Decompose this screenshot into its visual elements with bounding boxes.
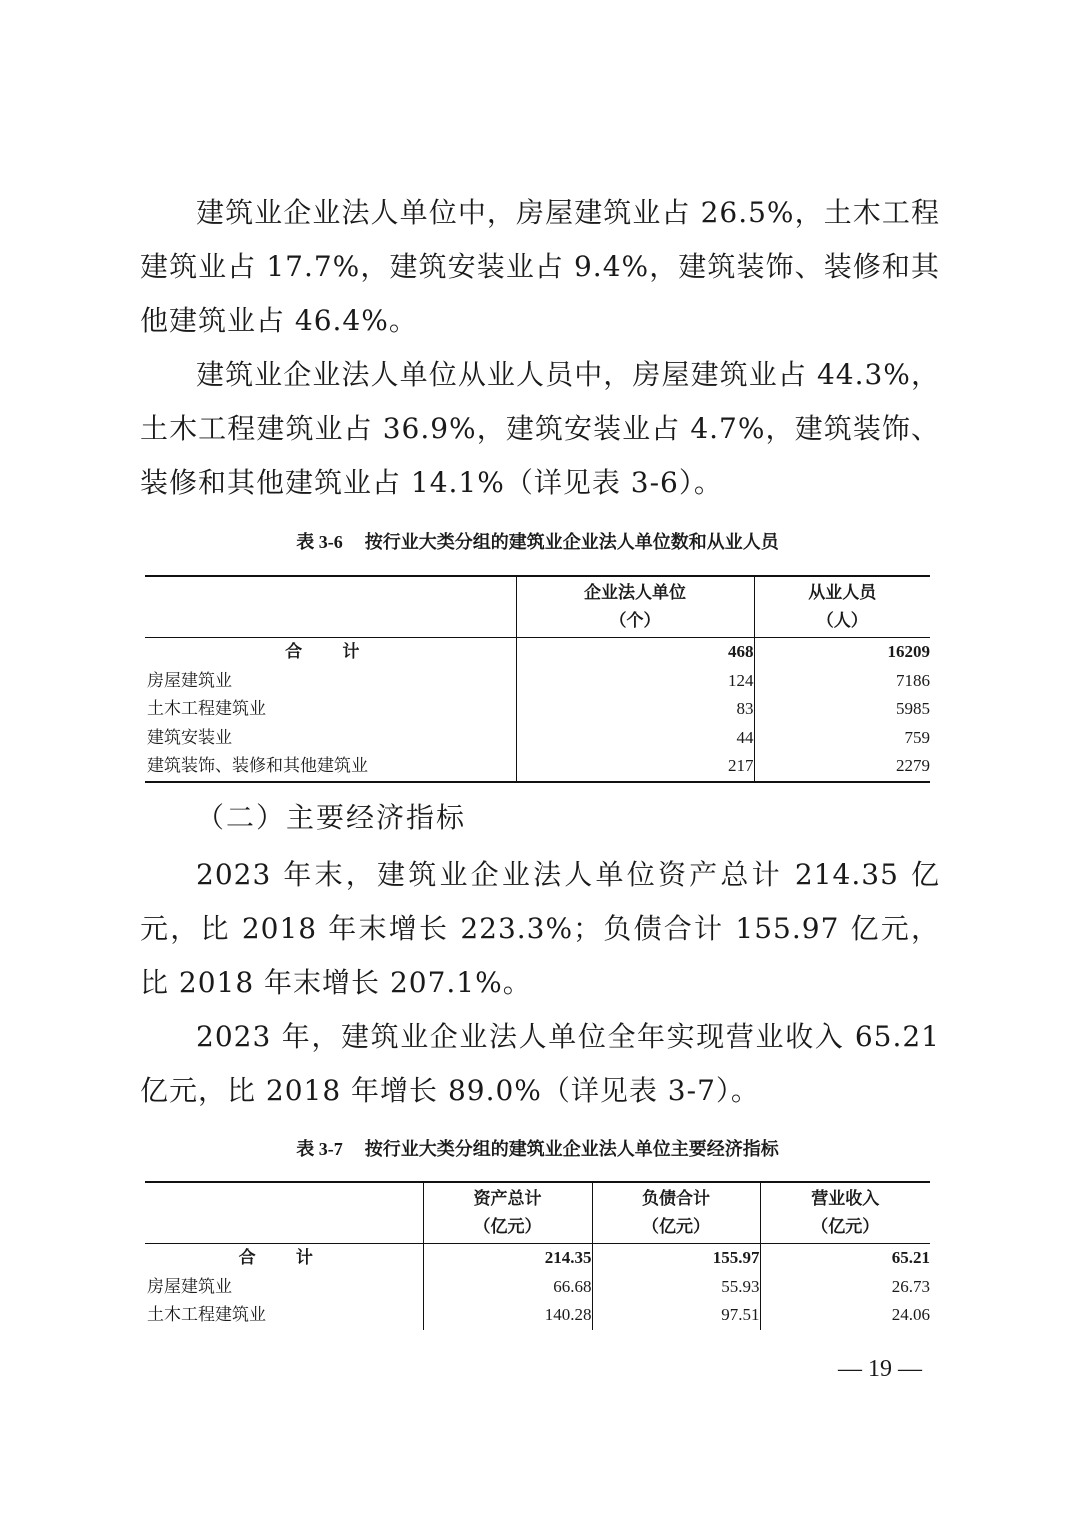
cell-value: 124 bbox=[516, 667, 754, 696]
cell-value: 83 bbox=[516, 695, 754, 724]
section-heading: （二）主要经济指标 bbox=[196, 801, 467, 834]
table-header-row bbox=[145, 576, 930, 638]
row-label: 土木工程建筑业 bbox=[147, 699, 266, 718]
row-label: 建筑安装业 bbox=[147, 727, 232, 747]
table-3-6 bbox=[145, 575, 930, 783]
cell-value: 65.21 bbox=[760, 1244, 930, 1273]
cell-value: 44 bbox=[516, 724, 754, 753]
paragraph-employee-share: 建筑业企业法人单位从业人员中，房屋建筑业占 44.3%，土木工程建筑业占 36.9%，建筑安装业占 4.7%，建筑装饰、装修和其他建筑业占 14.1%（详见表 3-6）。 bbox=[140, 358, 940, 499]
table-header-blank bbox=[145, 1182, 423, 1244]
table-header-blank bbox=[145, 576, 516, 638]
table-header-cell: 从业人员 （人） bbox=[754, 576, 930, 638]
cell-value: 2279 bbox=[754, 752, 930, 782]
row-label: 房屋建筑业 bbox=[147, 1276, 232, 1296]
cell-value: 214.35 bbox=[423, 1244, 592, 1273]
table-header-cell: 负债合计 （亿元） bbox=[592, 1182, 760, 1244]
cell-value: 217 bbox=[516, 752, 754, 782]
row-label: 建筑装饰、装修和其他建筑业 bbox=[145, 752, 516, 782]
table-3-7-number: 表 3-7 bbox=[296, 1139, 343, 1159]
cell-value: 140.28 bbox=[423, 1301, 592, 1330]
table-3-6-title: 按行业大类分组的建筑业企业法人单位数和从业人员 bbox=[364, 532, 779, 552]
table-3-7 bbox=[145, 1181, 930, 1330]
row-label: 合 计 bbox=[238, 1248, 331, 1267]
table-header-cell: 资产总计 （亿元） bbox=[423, 1182, 592, 1244]
cell-value: 55.93 bbox=[592, 1273, 760, 1302]
paragraph-revenue: 2023 年，建筑业企业法人单位全年实现营业收入 65.21 亿元，比 2018 年增长 89.0%（详见表 3-7）。 bbox=[140, 1020, 940, 1107]
cell-value: 26.73 bbox=[760, 1273, 930, 1302]
cell-value: 24.06 bbox=[760, 1301, 930, 1330]
row-label: 房屋建筑业 bbox=[147, 670, 232, 690]
row-label: 土木工程建筑业 bbox=[147, 1305, 266, 1324]
table-row bbox=[145, 752, 930, 782]
cell-value: 5985 bbox=[754, 695, 930, 724]
table-header-cell: 营业收入 （亿元） bbox=[760, 1182, 930, 1244]
table-row-total bbox=[145, 1244, 930, 1273]
paragraph-enterprise-share: 建筑业企业法人单位中，房屋建筑业占 26.5%，土木工程建筑业占 17.7%，建筑安装业占 9.4%，建筑装饰、装修和其他建筑业占 46.4%。 bbox=[140, 196, 940, 337]
page-number: — 19 — bbox=[838, 1356, 922, 1382]
cell-value: 97.51 bbox=[592, 1301, 760, 1330]
table-row bbox=[145, 724, 930, 753]
table-row bbox=[145, 1273, 930, 1302]
table-3-7-title: 按行业大类分组的建筑业企业法人单位主要经济指标 bbox=[364, 1139, 779, 1159]
table-3-6-caption bbox=[145, 528, 930, 554]
cell-value: 16209 bbox=[754, 638, 930, 667]
table-3-7-caption bbox=[145, 1135, 930, 1161]
cell-value: 759 bbox=[754, 724, 930, 753]
cell-value: 66.68 bbox=[423, 1273, 592, 1302]
cell-value: 468 bbox=[516, 638, 754, 667]
table-row bbox=[145, 667, 930, 696]
table-header-cell: 企业法人单位 （个） bbox=[516, 576, 754, 638]
table-row bbox=[145, 1301, 930, 1330]
row-label: 合 计 bbox=[285, 642, 378, 661]
table-row bbox=[145, 695, 930, 724]
paragraph-assets-liabilities: 2023 年末，建筑业企业法人单位资产总计 214.35 亿元，比 2018 年末增长 223.3%；负债合计 155.97 亿元，比 2018 年末增长 207.1%。 bbox=[140, 858, 940, 999]
table-3-6-number: 表 3-6 bbox=[296, 532, 343, 552]
cell-value: 155.97 bbox=[592, 1244, 760, 1273]
table-header-row bbox=[145, 1182, 930, 1244]
cell-value: 7186 bbox=[754, 667, 930, 696]
table-row-total bbox=[145, 638, 930, 667]
